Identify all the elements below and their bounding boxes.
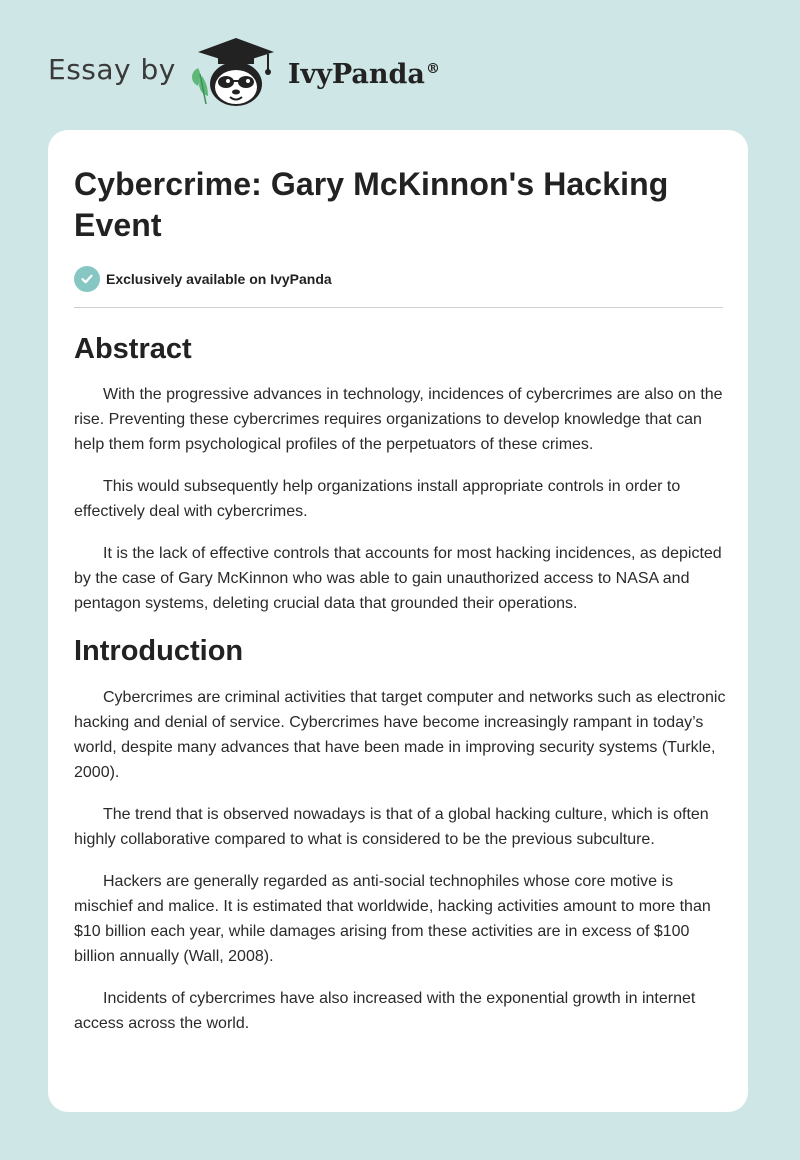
exclusive-label: Exclusively available on IvyPanda	[106, 271, 332, 287]
paragraph: Incidents of cybercrimes have also increased with the exponential growth in internet access across the world.	[74, 990, 696, 1032]
paragraph: It is the lack of effective controls that accounts for most hacking incidences, as depicted by the case of Gary McKinnon who was able to gain unauthorized access to NASA and pentagon systems, deleting crucial data that grounded their operations.	[74, 545, 722, 612]
site-header	[48, 34, 440, 110]
panda-graduate-icon[interactable]	[188, 34, 284, 110]
registered-mark: ®	[425, 60, 440, 77]
page-title: Cybercrime: Gary McKinnon's Hacking Event	[74, 166, 669, 243]
section-heading-abstract: Abstract	[74, 333, 192, 365]
article-card	[48, 130, 748, 1112]
section-heading-introduction: Introduction	[74, 635, 244, 667]
paragraph: With the progressive advances in technology, incidences of cybercrimes are also on the rise. Preventing these cybercrimes requires organizations to develop knowledge that can help them form psychological profiles of the perpetuators of these crimes.	[74, 386, 723, 453]
brand-name[interactable]	[288, 59, 440, 90]
divider	[74, 307, 723, 308]
essay-by-label: Essay by	[48, 52, 176, 86]
paragraph: Hackers are generally regarded as anti-social technophiles whose core motive is mischief and malice. It is estimated that worldwide, hacking activities amount to more than $10 billion each year, while damages arising from these activities are in excess of $100 billion annually (Wall, 2008).	[74, 873, 711, 965]
paragraph: The trend that is observed nowadays is that of a global hacking culture, which is often highly collaborative compared to what is considered to be the previous subculture.	[74, 806, 709, 848]
paragraph: This would subsequently help organizations install appropriate controls in order to effectively deal with cybercrimes.	[74, 478, 681, 520]
paragraph: Cybercrimes are criminal activities that target computer and networks such as electronic hacking and denial of service. Cybercrimes have become increasingly rampant in today’s world, despite many advances that have been made in improving security systems (Turkle, 2000).	[74, 689, 726, 781]
brand-label: IvyPanda	[287, 58, 425, 90]
exclusive-badge	[74, 266, 722, 292]
check-circle-icon	[74, 266, 100, 292]
